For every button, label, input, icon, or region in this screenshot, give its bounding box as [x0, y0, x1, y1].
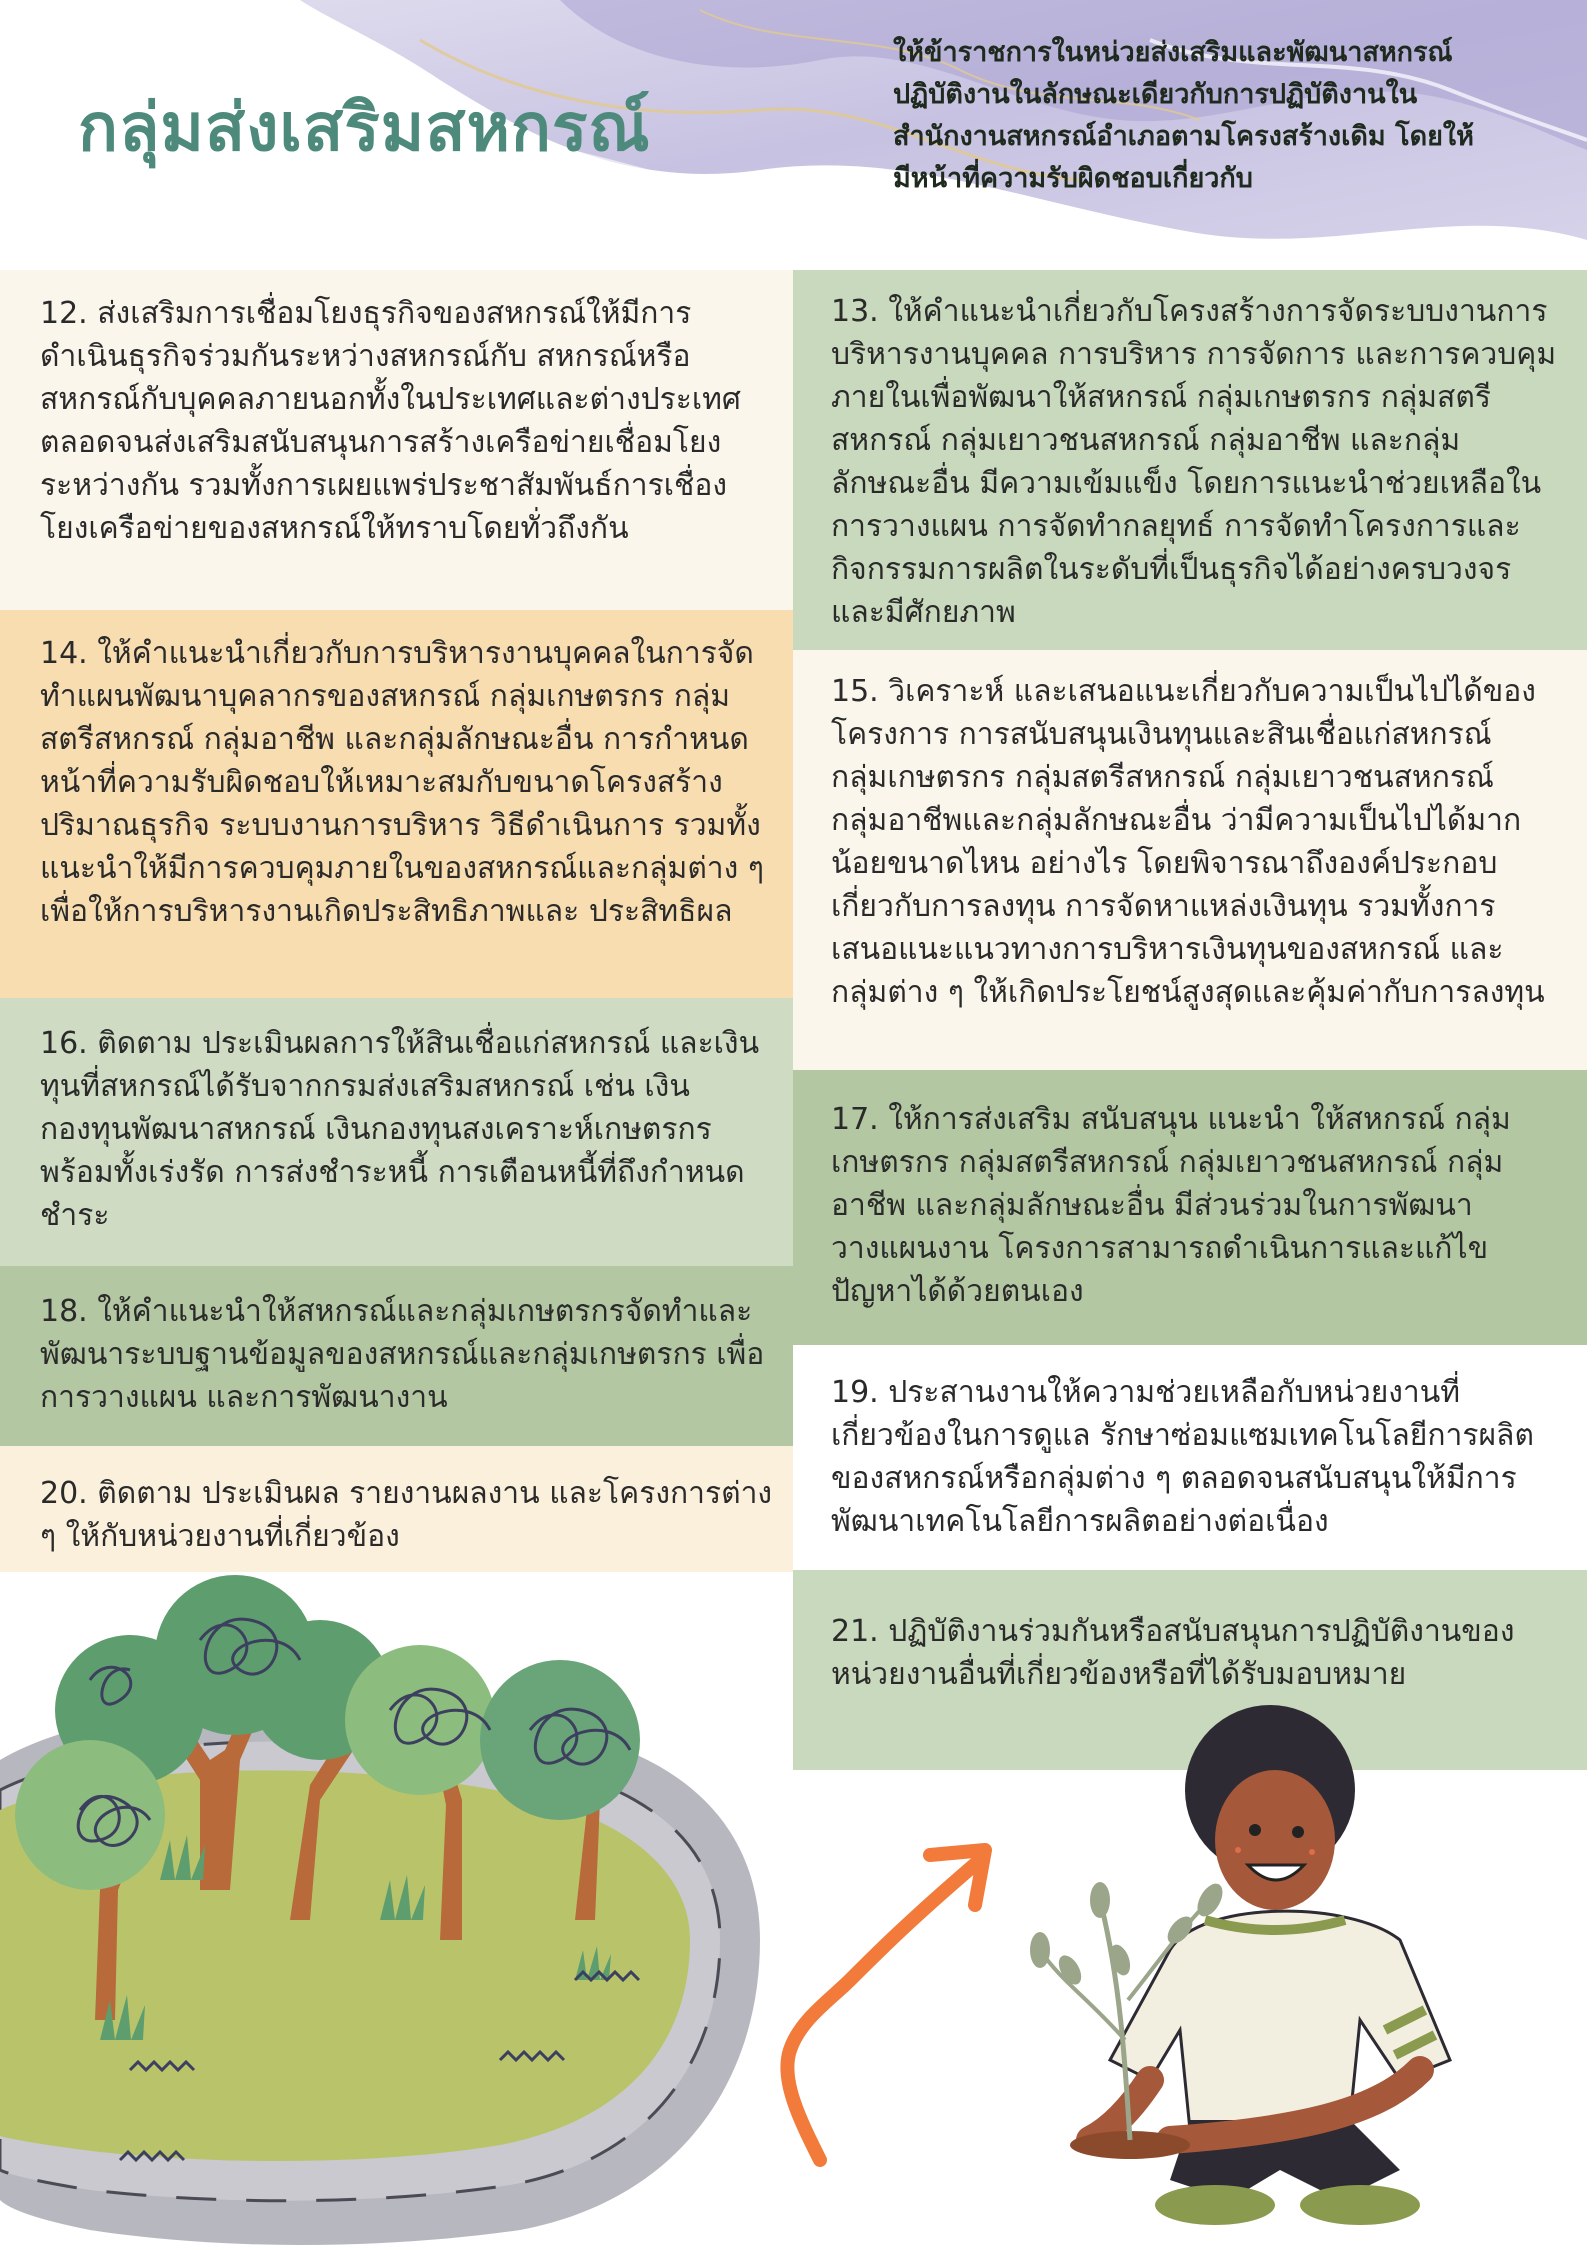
- duty-14-box: [0, 610, 793, 998]
- duty-14-text: 14. ให้คำแนะนำเกี่ยวกับการบริหารงานบุคคลในการจัดทำแผนพัฒนาบุคลากรของสหกรณ์ กลุ่มเกษตรกร กลุ่มสตรีสหกรณ์ กลุ่มอาชีพ และกลุ่มลักษณะอื่น การกำหนดหน้าที่ความรับผิดชอบให้เหมาะสมกับขนาดโครงสร้าง ปริมาณธุรกิจ ระบบงานการบริหาร วิธีดำเนินการ รวมทั้งแนะนำให้มีการควบคุมภายในของสหกรณ์และกลุ่มต่าง ๆ เพื่อให้การบริหารงานเกิดประสิทธิภาพและ ประสิทธิผล: [40, 636, 764, 929]
- duty-12-box: [0, 270, 793, 610]
- duty-19-box: [793, 1345, 1587, 1570]
- person-planting-illustration: [980, 1700, 1587, 2245]
- duty-21-text: 21. ปฏิบัติงานร่วมกันหรือสนับสนุนการปฏิบัติงานของหน่วยงานอื่นที่เกี่ยวข้องหรือที่ได้รับมอบหมาย: [831, 1614, 1515, 1692]
- duty-15-box: [793, 650, 1587, 1070]
- duty-20-text: 20. ติดตาม ประเมินผล รายงานผลงาน และโครงการต่าง ๆ ให้กับหน่วยงานที่เกี่ยวข้อง: [40, 1476, 773, 1554]
- duty-16-text: 16. ติดตาม ประเมินผลการให้สินเชื่อแก่สหกรณ์ และเงินทุนที่สหกรณ์ได้รับจากกรมส่งเสริมสหกรณ์ เช่น เงินกองทุนพัฒนาสหกรณ์ เงินกองทุนสงเคราะห์เกษตรกร พร้อมทั้งเร่งรัด การส่งชำระหนี้ การเตือนหนี้ที่ถึงกำหนดชำระ: [40, 1026, 760, 1233]
- duty-18-text: 18. ให้คำแนะนำให้สหกรณ์และกลุ่มเกษตรกรจัดทำและพัฒนาระบบฐานข้อมูลของสหกรณ์และกลุ่มเกษตรกร เพื่อการวางแผน และการพัฒนางาน: [40, 1294, 765, 1415]
- duty-18-box: [0, 1266, 793, 1446]
- duty-12-text: 12. ส่งเสริมการเชื่อมโยงธุรกิจของสหกรณ์ให้มีการดำเนินธุรกิจร่วมกันระหว่างสหกรณ์กับ สหกรณ์หรือสหกรณ์กับบุคคลภายนอกทั้งในประเทศและต่างประเทศ ตลอดจนส่งเสริมสนับสนุนการสร้างเครือข่ายเชื่อมโยงระหว่างกัน รวมทั้งการเผยแพร่ประชาสัมพันธ์การเชื่องโยงเครือข่ายของสหกรณ์ให้ทราบโดยทั่วถึงกัน: [40, 296, 741, 546]
- page-title: กลุ่มส่งเสริมสหกรณ์: [78, 89, 651, 166]
- duty-16-box: [0, 998, 793, 1266]
- intro-text: ให้ข้าราชการในหน่วยส่งเสริมและพัฒนาสหกรณ์ปฏิบัติงานในลักษณะเดียวกับการปฏิบัติงานในสำนักงานสหกรณ์อำเภอตามโครงสร้างเดิม โดยให้มีหน้าที่ความรับผิดชอบเกี่ยวกับ: [893, 37, 1474, 194]
- duty-19-text: 19. ประสานงานให้ความช่วยเหลือกับหน่วยงานที่เกี่ยวข้องในการดูแล รักษาซ่อมแซมเทคโนโลยีการผลิตของสหกรณ์หรือกลุ่มต่าง ๆ ตลอดจนสนับสนุนให้มีการพัฒนาเทคโนโลยีการผลิตอย่างต่อเนื่อง: [831, 1375, 1534, 1539]
- duty-15-text: 15. วิเคราะห์ และเสนอแนะเกี่ยวกับความเป็นไปได้ของโครงการ การสนับสนุนเงินทุนและสินเชื่อแก่สหกรณ์ กลุ่มเกษตรกร กลุ่มสตรีสหกรณ์ กลุ่มเยาวชนสหกรณ์ กลุ่มอาชีพและกลุ่มลักษณะอื่น ว่ามีความเป็นไปได้มากน้อยขนาดไหน อย่างไร โดยพิจารณาถึงองค์ประกอบเกี่ยวกับการลงทุน การจัดหาแหล่งเงินทุน รวมทั้งการเสนอแนะแนวทางการบริหารเงินทุนของสหกรณ์ และกลุ่มต่าง ๆ ให้เกิดประโยชน์สูงสุดและคุ้มค่ากับการลงทุน: [831, 674, 1545, 1010]
- duty-13-box: [793, 270, 1587, 650]
- duty-20-box: [0, 1446, 793, 1572]
- duty-17-text: 17. ให้การส่งเสริม สนับสนุน แนะนำ ให้สหกรณ์ กลุ่มเกษตรกร กลุ่มสตรีสหกรณ์ กลุ่มเยาวชนสหกรณ์ กลุ่มอาชีพ และกลุ่มลักษณะอื่น มีส่วนร่วมในการพัฒนา วางแผนงาน โครงการสามารถดำเนินการและแก้ไขปัญหาได้ด้วยตนเอง: [831, 1102, 1511, 1309]
- duty-17-box: [793, 1070, 1587, 1345]
- trees-garden-illustration: [0, 1560, 793, 2245]
- duty-13-text: 13. ให้คำแนะนำเกี่ยวกับโครงสร้างการจัดระบบงานการบริหารงานบุคคล การบริหาร การจัดการ และการควบคุมภายในเพื่อพัฒนาให้สหกรณ์ กลุ่มเกษตรกร กลุ่มสตรีสหกรณ์ กลุ่มเยาวชนสหกรณ์ กลุ่มอาชีพ และกลุ่มลักษณะอื่น มีความเข้มแข็ง โดยการแนะนำช่วยเหลือในการวางแผน การจัดทำกลยุทธ์ การจัดทำโครงการและกิจกรรมการผลิตในระดับที่เป็นธุรกิจได้อย่างครบวงจรและมีศักยภาพ: [831, 294, 1557, 630]
